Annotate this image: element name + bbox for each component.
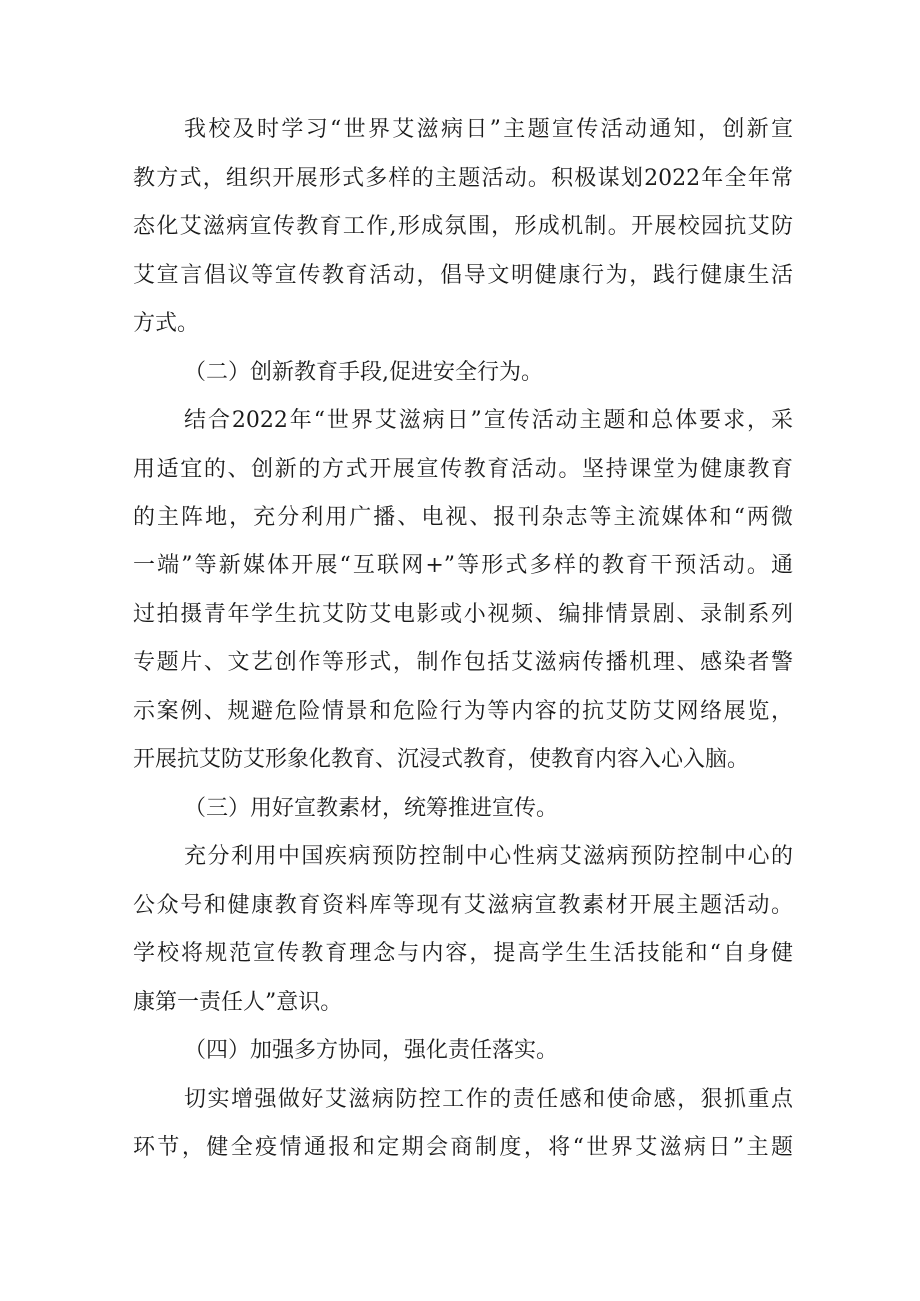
paragraph-line: 用适宜的、创新的方式开展宣传教育活动。坚持课堂为健康教育 (133, 457, 793, 482)
section-heading: （二）创新教育手段,促进安全行为。 (184, 360, 543, 385)
paragraph-line: 开展抗艾防艾形象化教育、沉浸式教育，使教育内容入心入脑。 (133, 747, 750, 772)
paragraph-line: 过拍摄青年学生抗艾防艾电影或小视频、编排情景剧、录制系列 (133, 602, 793, 627)
section-heading: （三）用好宣教素材，统筹推进宣传。 (184, 796, 559, 821)
paragraph-line: 教方式，组织开展形式多样的主题活动。积极谋划2022年全年常 (133, 166, 793, 191)
section-heading: （四）加强多方协同，强化责任落实。 (184, 1038, 559, 1063)
paragraph-line: 切实增强做好艾滋病防控工作的责任感和使命感，狠抓重点 (184, 1087, 793, 1112)
paragraph-line: 环节，健全疫情通报和定期会商制度，将“世界艾滋病日”主题 (133, 1135, 793, 1160)
paragraph-line: 康第一责任人”意识。 (133, 990, 343, 1015)
paragraph-line: 学校将规范宣传教育理念与内容，提高学生生活技能和“自身健 (133, 941, 793, 966)
paragraph-line: 方式。 (133, 311, 200, 336)
paragraph-line: 充分利用中国疾病预防控制中心性病艾滋病预防控制中心的 (184, 844, 793, 869)
paragraph-line: 结合2022年“世界艾滋病日”宣传活动主题和总体要求，采 (184, 408, 793, 433)
paragraph-line: 艾宣言倡议等宣传教育活动，倡导文明健康行为，践行健康生活 (133, 263, 793, 288)
paragraph-line: 一端”等新媒体开展“互联网+”等形式多样的教育干预活动。通 (133, 553, 793, 578)
paragraph-line: 公众号和健康教育资料库等现有艾滋病宣教素材开展主题活动。 (133, 893, 793, 918)
paragraph-line: 的主阵地，充分利用广播、电视、报刊杂志等主流媒体和“两微 (133, 505, 793, 530)
paragraph-line: 专题片、文艺创作等形式，制作包括艾滋病传播机理、感染者警 (133, 650, 793, 675)
paragraph-line: 我校及时学习“世界艾滋病日”主题宣传活动通知，创新宣 (184, 117, 793, 142)
paragraph-line: 示案例、规避危险情景和危险行为等内容的抗艾防艾网络展览， (133, 699, 793, 724)
paragraph-line: 态化艾滋病宣传教育工作,形成氛围，形成机制。开展校园抗艾防 (133, 214, 793, 239)
